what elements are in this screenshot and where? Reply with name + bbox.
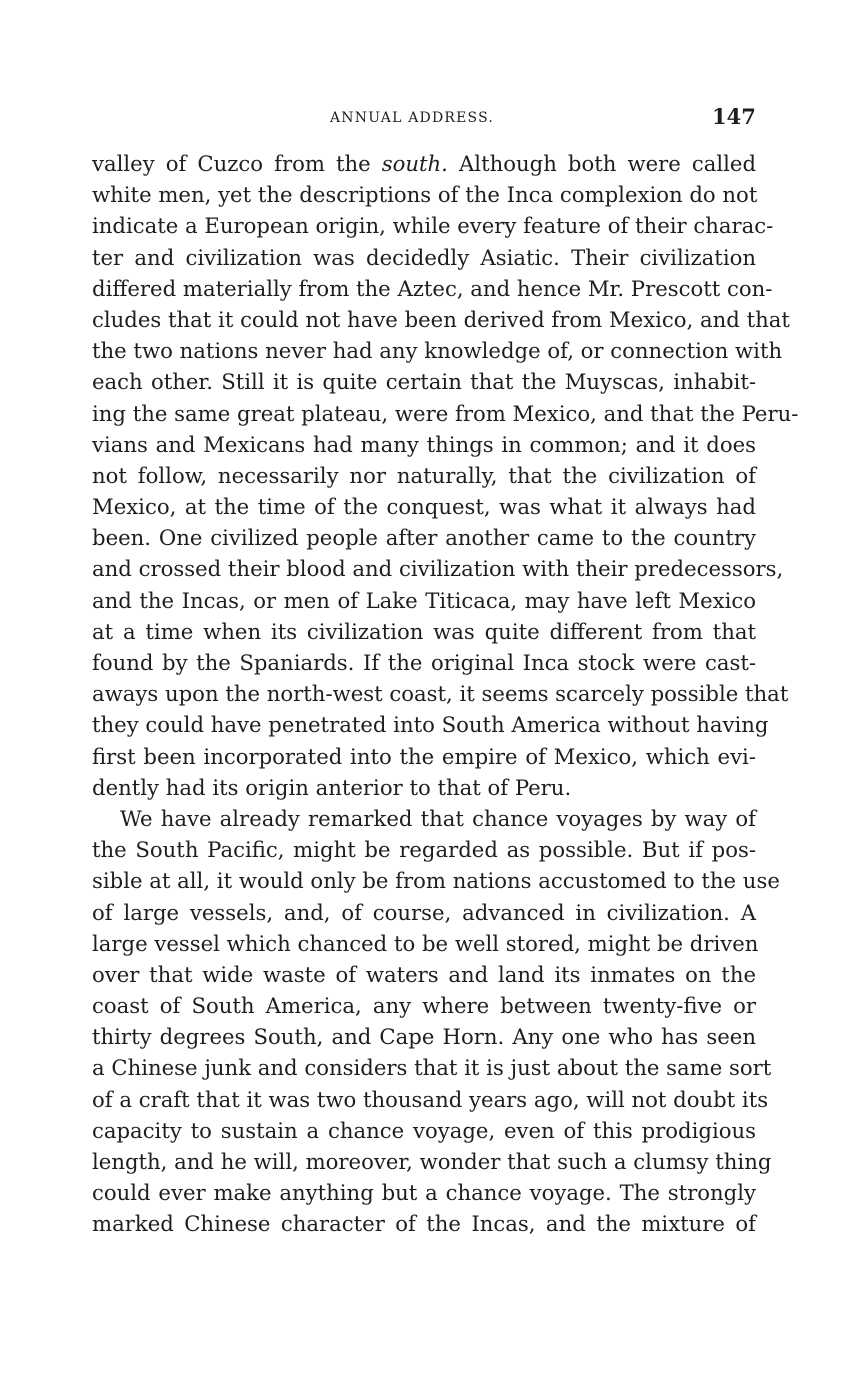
text-line bbox=[92, 522, 756, 553]
text-line bbox=[92, 616, 756, 647]
text-line bbox=[92, 959, 756, 990]
text-segment: coast of South America, any where between twenty-five or bbox=[92, 993, 756, 1019]
text-line bbox=[92, 304, 790, 335]
body-text bbox=[92, 148, 799, 1240]
text-segment: first been incorporated into the empire of Mexico, which evi- bbox=[92, 743, 756, 769]
text-segment: and the Incas, or men of Lake Titicaca, may have left Mexico bbox=[92, 587, 756, 613]
text-segment: Mexico, at the time of the conquest, was what it always had bbox=[92, 494, 756, 520]
text-line bbox=[92, 553, 784, 584]
text-segment: aways upon the north-west coast, it seems scarcely possible that bbox=[92, 681, 789, 707]
text-line bbox=[92, 1052, 772, 1083]
text-line bbox=[92, 273, 773, 304]
text-line bbox=[92, 865, 780, 896]
italic-text-segment: south. bbox=[381, 151, 448, 176]
text-line bbox=[92, 242, 756, 273]
text-segment: of a craft that it was two thousand years ago, will not doubt its bbox=[92, 1086, 769, 1112]
text-line bbox=[92, 429, 756, 460]
text-segment: We have already remarked that chance voyages by way of bbox=[120, 805, 756, 831]
text-line bbox=[92, 585, 756, 616]
text-line bbox=[92, 834, 756, 865]
text-segment: large vessel which chanced to be well stored, might be driven bbox=[92, 930, 759, 956]
text-line bbox=[92, 772, 756, 803]
text-line bbox=[92, 803, 756, 834]
text-line bbox=[92, 990, 756, 1021]
text-segment: they could have penetrated into South America without having bbox=[92, 712, 769, 738]
text-segment: sible at all, it would only be from nations accustomed to the use bbox=[92, 868, 780, 894]
text-segment: the South Pacific, might be regarded as possible. But if pos- bbox=[92, 837, 756, 863]
text-segment: at a time when its civilization was quite different from that bbox=[92, 618, 756, 644]
text-segment: ing the same great plateau, were from Mexico, and that the Peru- bbox=[92, 400, 799, 426]
text-segment: white men, yet the descriptions of the Inca complexion do not bbox=[92, 182, 758, 208]
text-line bbox=[92, 1021, 756, 1052]
text-line bbox=[92, 678, 789, 709]
text-line bbox=[92, 1208, 756, 1239]
text-line bbox=[92, 179, 756, 210]
text-segment: not follow, necessarily nor naturally, that the civilization of bbox=[92, 462, 756, 488]
text-segment: been. One civilized people after another came to the country bbox=[92, 525, 756, 551]
paragraph bbox=[92, 803, 780, 1240]
text-segment: cludes that it could not have been derived from Mexico, and that bbox=[92, 306, 790, 332]
text-segment: over that wide waste of waters and land its inmates on the bbox=[92, 961, 756, 987]
text-segment: vians and Mexicans had many things in common; and it does bbox=[92, 431, 756, 457]
text-line bbox=[92, 335, 783, 366]
text-segment: length, and he will, moreover, wonder that such a clumsy thing bbox=[92, 1149, 772, 1174]
text-segment: ter and civilization was decidedly Asiatic. Their civilization bbox=[92, 244, 756, 270]
running-head bbox=[0, 104, 859, 134]
text-segment: marked Chinese character of the Incas, and the mixture of bbox=[92, 1211, 756, 1237]
text-segment: dently had its origin anterior to that of Peru. bbox=[92, 774, 572, 800]
text-segment: a Chinese junk and considers that it is just about the same sort bbox=[92, 1055, 772, 1081]
text-segment: could ever make anything but a chance voyage. The strongly bbox=[92, 1180, 756, 1206]
text-segment: indicate a European origin, while every feature of their charac- bbox=[92, 213, 774, 239]
paragraph bbox=[92, 148, 799, 803]
text-segment: capacity to sustain a chance voyage, even of this prodigious bbox=[92, 1117, 756, 1143]
running-title: ANNUAL ADDRESS. bbox=[330, 110, 495, 126]
text-segment: and crossed their blood and civilization with their predecessors, bbox=[92, 556, 784, 582]
text-line bbox=[92, 460, 756, 491]
text-line bbox=[92, 928, 759, 959]
text-line bbox=[92, 210, 774, 241]
text-line bbox=[92, 897, 756, 928]
text-line bbox=[92, 1177, 756, 1208]
text-line bbox=[92, 1084, 769, 1115]
text-segment: thirty degrees South, and Cape Horn. Any one who has seen bbox=[92, 1024, 756, 1050]
page-number: 147 bbox=[712, 104, 756, 129]
text-segment: each other. Still it is quite certain that the Muyscas, inhabit- bbox=[92, 369, 756, 395]
text-line bbox=[92, 741, 756, 772]
text-segment: of large vessels, and, of course, advanced in civilization. A bbox=[92, 899, 756, 925]
text-line bbox=[92, 398, 799, 429]
text-segment: valley of Cuzco from the bbox=[92, 151, 382, 176]
text-line bbox=[92, 491, 756, 522]
text-line bbox=[92, 709, 769, 740]
text-line bbox=[92, 366, 756, 397]
text-line bbox=[92, 1146, 772, 1177]
text-segment: Although both were called bbox=[447, 151, 757, 176]
text-segment: the two nations never had any knowledge of, or connection with bbox=[92, 338, 783, 364]
text-segment: differed materially from the Aztec, and hence Mr. Prescott con- bbox=[92, 275, 773, 301]
text-line bbox=[92, 148, 756, 179]
text-line bbox=[92, 1115, 756, 1146]
text-segment: found by the Spaniards. If the original Inca stock were cast- bbox=[92, 650, 756, 675]
text-line bbox=[92, 647, 756, 678]
